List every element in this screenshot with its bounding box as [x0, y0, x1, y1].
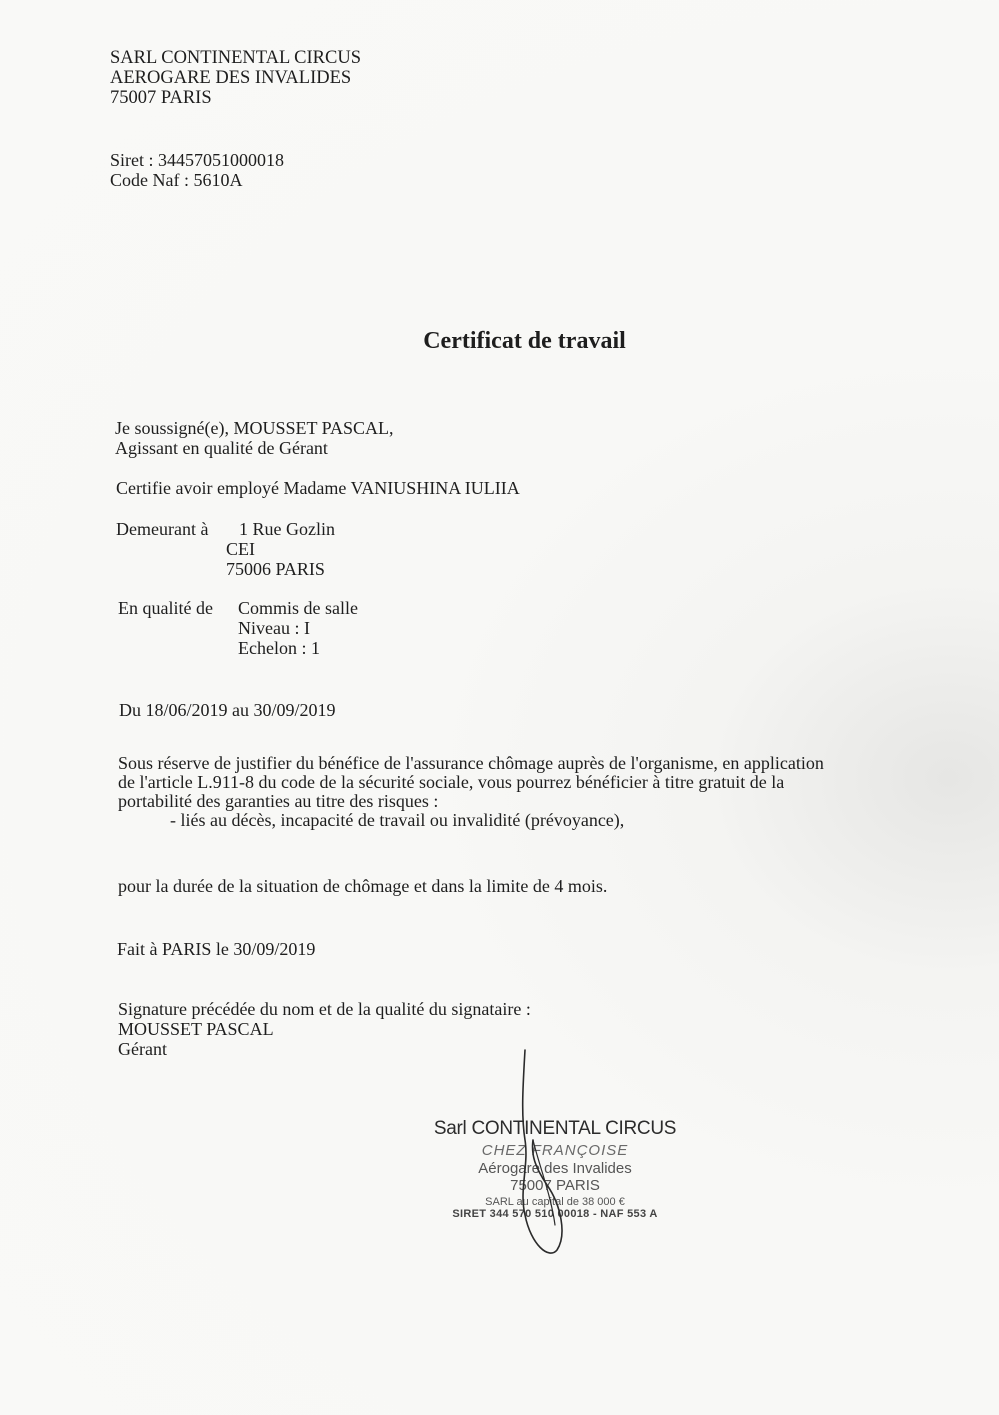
- job-title: Commis de salle: [238, 598, 358, 618]
- employment-period: Du 18/06/2019 au 30/09/2019: [119, 700, 336, 720]
- employee-quality: [118, 598, 358, 658]
- paragraph-line: Sous réserve de justifier du bénéfice de l'assurance chômage auprès de l'organisme, en application: [118, 753, 824, 773]
- address-city: 75006 PARIS: [226, 559, 325, 579]
- employer-city: 75007 PARIS: [110, 88, 212, 108]
- portability-paragraph: [118, 754, 918, 830]
- signatory-name: MOUSSET PASCAL: [118, 1019, 274, 1039]
- address-line2: CEI: [226, 539, 255, 559]
- duration-line: pour la durée de la situation de chômage et dans la limite de 4 mois.: [118, 876, 608, 896]
- address-label: Demeurant à: [116, 519, 209, 539]
- naf-code: Code Naf : 5610A: [110, 170, 243, 190]
- paragraph-bullet: - liés au décès, incapacité de travail ou invalidité (prévoyance),: [170, 810, 625, 830]
- place-date-line: Fait à PARIS le 30/09/2019: [117, 939, 316, 959]
- signature-label: Signature précédée du nom et de la qualité du signataire :: [118, 999, 531, 1019]
- stamp-company: Sarl CONTINENTAL CIRCUS: [433, 1118, 677, 1139]
- signatory-role: Gérant: [118, 1039, 167, 1059]
- quality-label: En qualité de: [118, 598, 213, 618]
- niveau: Niveau : I: [238, 618, 310, 638]
- stamp-siret: SIRET 344 570 510 00018 - NAF 553 A: [452, 1208, 658, 1220]
- employer-name: SARL CONTINENTAL CIRCUS: [110, 48, 362, 68]
- stamp-brand: CHEZ FRANÇOISE: [481, 1142, 629, 1159]
- signer-line: Je soussigné(e), MOUSSET PASCAL,: [115, 418, 394, 438]
- stamp-address: Aérogare des Invalides: [478, 1160, 632, 1177]
- paragraph-line: de l'article L.911-8 du code de la sécurité sociale, vous pourrez bénéficier à titre gratuit de la: [118, 772, 785, 792]
- signer-block: [115, 418, 394, 458]
- siret: Siret : 34457051000018: [110, 150, 284, 170]
- document-title: Certificat de travail: [423, 328, 626, 354]
- employer-identifiers: [110, 150, 284, 190]
- signature-block: [118, 999, 531, 1059]
- paragraph-line: portabilité des garanties au titre des risques :: [118, 791, 439, 811]
- stamp-capital: SARL au capital de 38 000 €: [485, 1196, 625, 1208]
- certification-line: Certifie avoir employé Madame VANIUSHINA IULIIA: [116, 478, 520, 498]
- stamp-city: 75007 PARIS: [510, 1177, 600, 1194]
- employer-header: [110, 48, 361, 108]
- echelon: Echelon : 1: [238, 638, 320, 658]
- address-street: 1 Rue Gozlin: [239, 519, 335, 539]
- handwritten-signature: [495, 1045, 585, 1275]
- signer-role-line: Agissant en qualité de Gérant: [115, 438, 328, 458]
- employee-address: [116, 519, 335, 579]
- employer-address: AEROGARE DES INVALIDES: [110, 68, 352, 88]
